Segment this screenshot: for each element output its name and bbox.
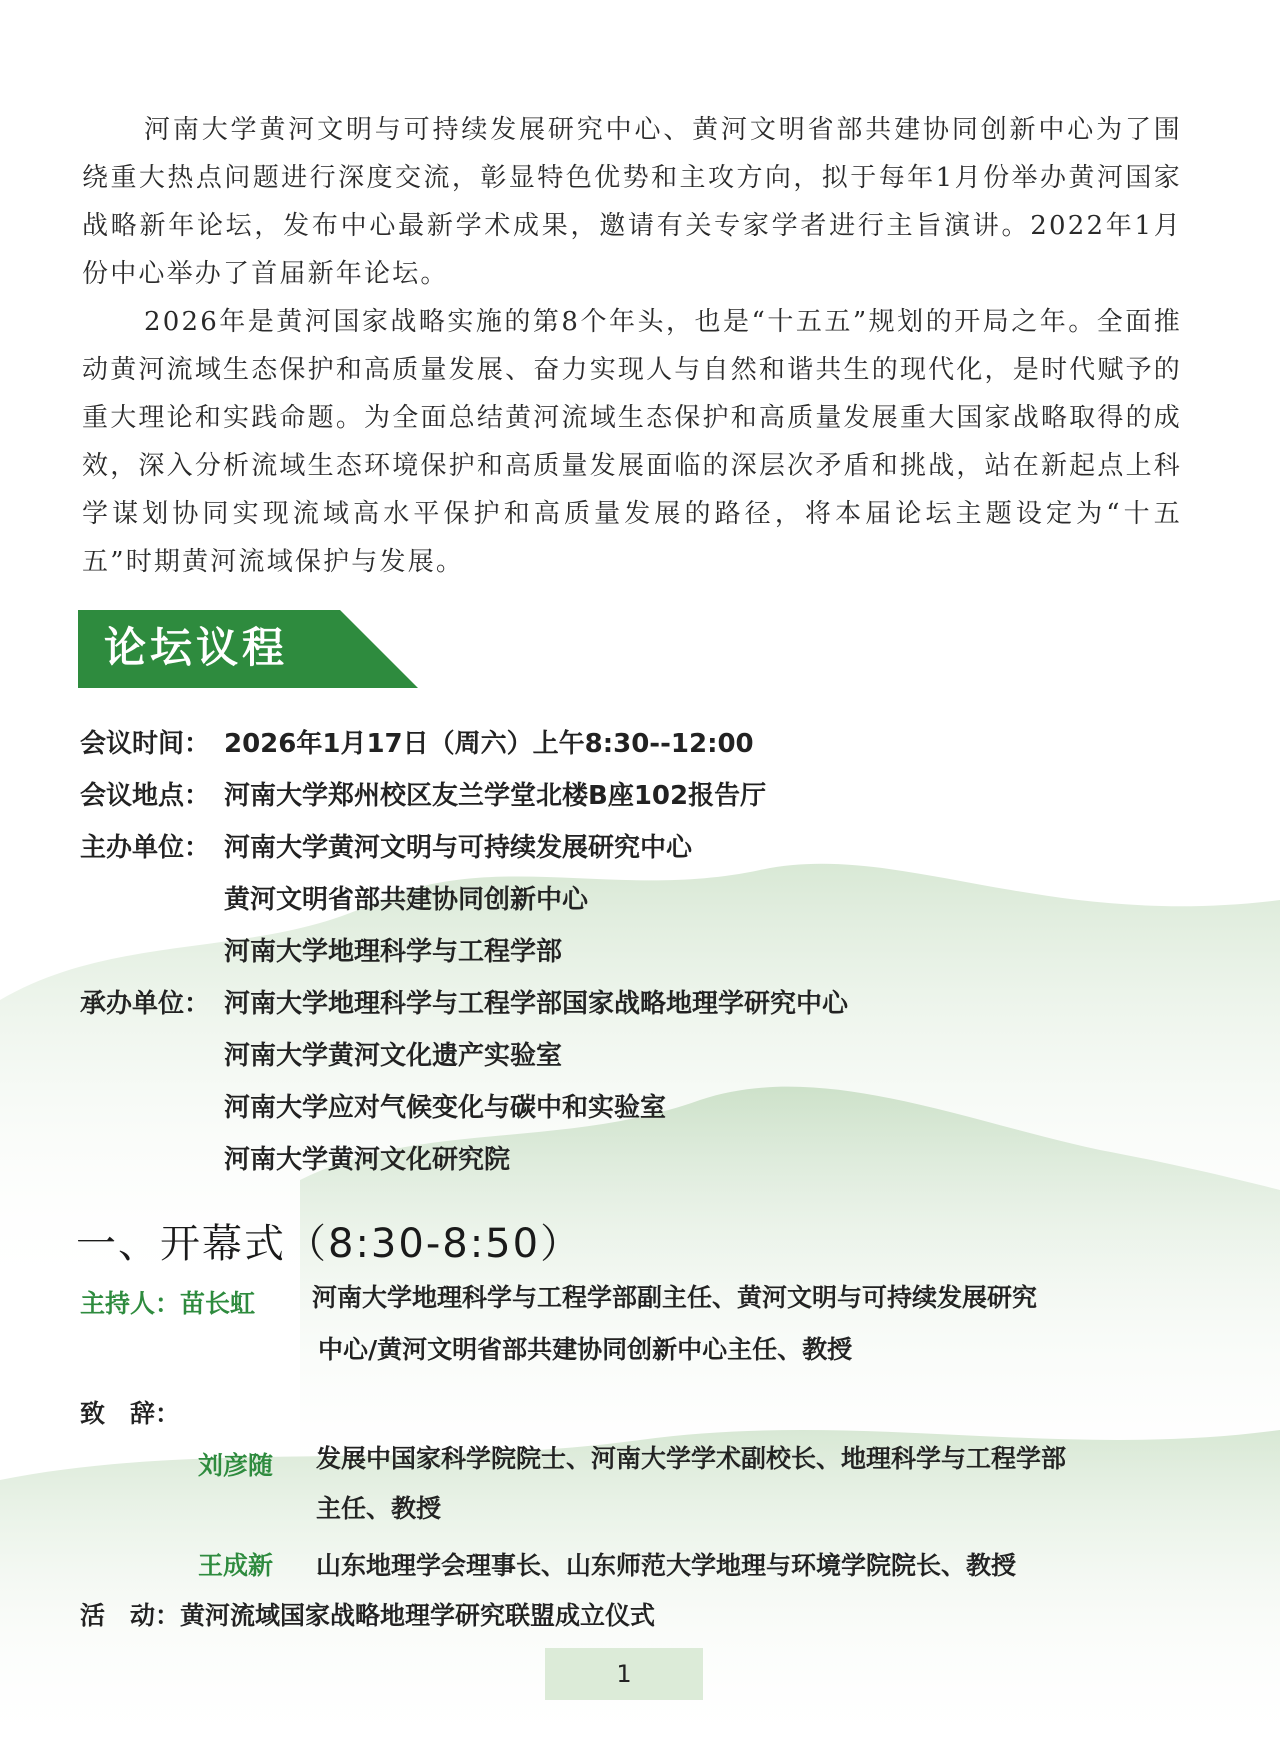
page-number: 1	[545, 1648, 703, 1700]
host-description-line: 中心/黄河文明省部共建协同创新中心主任、教授	[318, 1335, 853, 1364]
speaker-description: 山东地理学会理事长、山东师范大学地理与环境学院院长、教授	[316, 1551, 1017, 1580]
activity-row	[80, 1596, 655, 1632]
meeting-place-label: 会议地点：	[80, 781, 211, 811]
organizer-unit: 河南大学黄河文化研究院	[224, 1145, 511, 1175]
meeting-place-row	[80, 770, 848, 822]
speaker-name: 王成新	[198, 1551, 274, 1580]
activity-label: 活 动：	[80, 1601, 181, 1630]
agenda-title: 论坛议程	[104, 623, 289, 672]
organizer-units-label: 承办单位：	[80, 989, 211, 1019]
host-unit: 河南大学黄河文明与可持续发展研究中心	[224, 833, 693, 863]
organizer-unit: 河南大学应对气候变化与碳中和实验室	[224, 1093, 667, 1123]
meeting-time: 2026年1月17日（周六）上午8:30--12:00	[224, 729, 754, 759]
host-units-label: 主办单位：	[80, 833, 211, 863]
meeting-time-label: 会议时间：	[80, 729, 211, 759]
intro-paragraph-2: 2026年是黄河国家战略实施的第8个年头，也是“十五五”规划的开局之年。全面推动黄河流域生态保护和高质量发展、奋力实现人与自然和谐共生的现代化，是时代赋予的重大理论和实践命题。为全面总结黄河流域生态保护和高质量发展重大国家战略取得的成效，深入分析流域生态环境保护和高质量发展面临的深层次矛盾和挑战，站在新起点上科学谋划协同实现流域高水平保护和高质量发展的路径，将本届论坛主题设定为“十五五”时期黄河流域保护与发展。	[82, 307, 1182, 577]
speech-label: 致 辞：	[80, 1399, 181, 1428]
meeting-info	[80, 718, 848, 1186]
organizer-unit: 河南大学黄河文化遗产实验室	[224, 1041, 563, 1071]
host-units-row	[80, 822, 848, 978]
organizer-units-row	[80, 978, 848, 1186]
speaker-name: 刘彦随	[198, 1451, 274, 1480]
opening-ceremony-title: 一、开幕式（8:30-8:50）	[76, 1221, 583, 1267]
host-unit: 河南大学地理科学与工程学部	[224, 937, 563, 967]
intro-paragraph-1: 河南大学黄河文明与可持续发展研究中心、黄河文明省部共建协同创新中心为了围绕重大热点问题进行深度交流，彰显特色优势和主攻方向，拟于每年1月份举办黄河国家战略新年论坛，发布中心最新学术成果，邀请有关专家学者进行主旨演讲。2022年1月份中心举办了首届新年论坛。	[82, 115, 1182, 289]
meeting-place: 河南大学郑州校区友兰学堂北楼B座102报告厅	[224, 781, 767, 811]
speaker-description	[316, 1434, 1066, 1534]
speaker-description-line: 主任、教授	[316, 1494, 442, 1523]
meeting-time-row	[80, 718, 848, 770]
host-unit: 黄河文明省部共建协同创新中心	[224, 885, 589, 915]
host-description	[312, 1272, 1037, 1376]
intro-text	[82, 106, 1182, 586]
host-person: 主持人：苗长虹	[80, 1289, 256, 1318]
speaker-description-line: 发展中国家科学院院士、河南大学学术副校长、地理科学与工程学部	[316, 1444, 1067, 1473]
host-description-line: 河南大学地理科学与工程学部副主任、黄河文明与可持续发展研究	[312, 1283, 1038, 1312]
activity-text: 黄河流域国家战略地理学研究联盟成立仪式	[180, 1601, 656, 1630]
agenda-banner	[78, 610, 418, 688]
organizer-unit: 河南大学地理科学与工程学部国家战略地理学研究中心	[224, 989, 849, 1019]
